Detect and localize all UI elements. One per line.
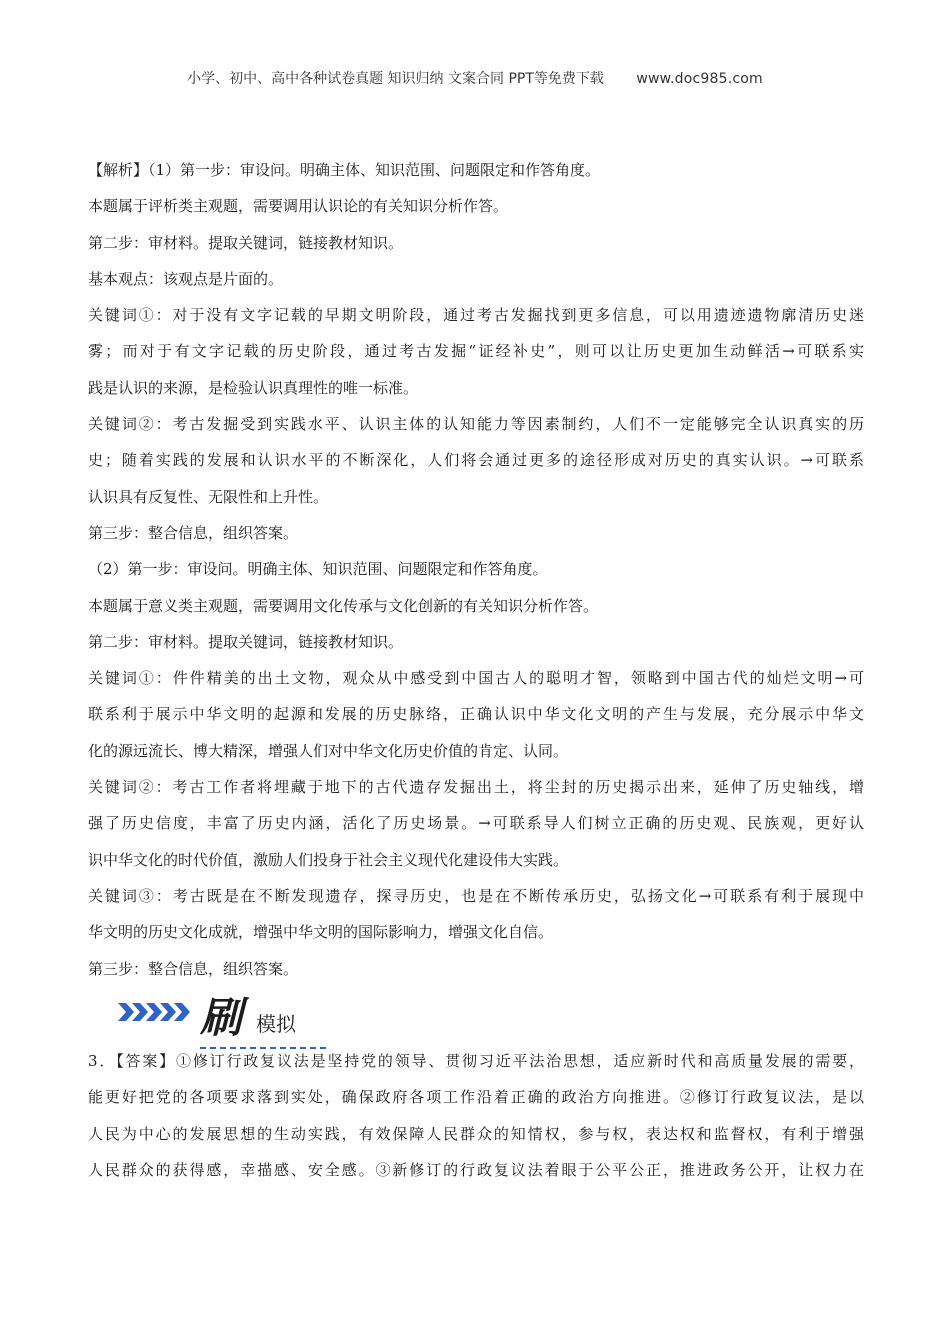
analysis-line: 雾；而对于有文字记载的历史阶段，通过考古发掘“证经补史”，则可以让历史更加生动鲜活→可联系实: [88, 342, 864, 361]
page-header: [0, 68, 950, 88]
header-text: 小学、初中、高中各种试卷真题 知识归纳 文案合同 PPT等免费下载: [187, 71, 604, 87]
chevron-arrows-icon: [118, 997, 198, 1027]
analysis-line: 化的源远流长、博大精深，增强人们对中华文化历史价值的肯定、认同。: [88, 741, 569, 760]
analysis-line: （2）第一步：审设问。明确主体、知识范围、问题限定和作答角度。: [88, 560, 548, 579]
analysis-line: 关键词③：考古既是在不断发现遗存，探寻历史，也是在不断传承历史，弘扬文化→可联系有利于展现中: [88, 886, 864, 905]
header-site: www.doc985.com: [636, 71, 763, 87]
analysis-line: 关键词①：对于没有文字记载的早期文明阶段，通过考古发掘找到更多信息，可以用遗迹遗物廓清历史迷: [88, 306, 864, 325]
analysis-line: 华文明的历史文化成就，增强中华文明的国际影响力，增强文化自信。: [88, 923, 554, 942]
analysis-line: 史；随着实践的发展和认识水平的不断深化，人们将会通过更多的途径形成对历史的真实认识。→可联系: [88, 451, 864, 470]
answer-line: 人民群众的获得感，幸描感、安全感。③新修订的行政复议法着眼于公平公正，推进政务公开，让权力在: [88, 1160, 864, 1179]
analysis-line: 第二步：审材料。提取关键词，链接教材知识。: [88, 233, 404, 252]
analysis-line: 第三步：整合信息，组织答案。: [88, 959, 299, 978]
analysis-line: 认识具有反复性、无限性和上升性。: [88, 487, 329, 506]
analysis-line: 【解析】（1）第一步：审设问。明确主体、知识范围、问题限定和作答角度。: [88, 161, 601, 179]
analysis-line: 第三步：整合信息，组织答案。: [88, 523, 299, 542]
analysis-line: 关键词②：考古工作者将埋藏于地下的古代遗存发掘出土，将尘封的历史揭示出来，延伸了历史轴线，增: [88, 778, 864, 797]
analysis-line: 本题属于评析类主观题，需要调用认识论的有关知识分析作答。: [88, 197, 509, 216]
answer-line: 人民为中心的发展思想的生动实践，有效保障人民群众的知情权，参与权，表达权和监督权，有利于增强: [88, 1124, 864, 1143]
banner-label: 模拟: [256, 1011, 296, 1036]
analysis-line: 关键词①：件件精美的出土文物，观众从中感受到中国古人的聪明才智，领略到中国古代的灿烂文明→可: [88, 669, 864, 688]
analysis-line: 强了历史信度，丰富了历史内涵，活化了历史场景。→可联系导人们树立正确的历史观、民族观，更好认: [88, 814, 864, 833]
analysis-section: [88, 152, 864, 1059]
analysis-line: 识中华文化的时代价值，激励人们投身于社会主义现代化建设伟大实践。: [88, 850, 569, 869]
analysis-line: 践是认识的来源，是检验认识真理性的唯一标准。: [88, 378, 419, 397]
analysis-line: 联系利于展示中华文明的起源和发展的历史脉络，正确认识中华文化文明的产生与发展，充分展示中华文: [88, 705, 864, 724]
answer-section: [88, 1043, 864, 1188]
analysis-line: 关键词②：考古发掘受到实践水平、认识主体的认知能力等因素制约，人们不一定能够完全认识真实的历: [88, 415, 864, 434]
banner-kanji: 刷: [200, 992, 243, 1042]
answer-line: 能更好把党的各项要求落到实处，确保政府各项工作沿着正确的政治方向推进。②修订行政复议法，是以: [88, 1088, 864, 1107]
answer-line: 3．【答案】①修订行政复议法是坚持党的领导、贯彻习近平法治思想，适应新时代和高质量发展的需要，: [88, 1052, 864, 1070]
analysis-line: 基本观点：该观点是片面的。: [88, 269, 284, 288]
analysis-line: 第二步：审材料。提取关键词，链接教材知识。: [88, 632, 404, 651]
analysis-line: 本题属于意义类主观题，需要调用文化传承与文化创新的有关知识分析作答。: [88, 596, 599, 615]
